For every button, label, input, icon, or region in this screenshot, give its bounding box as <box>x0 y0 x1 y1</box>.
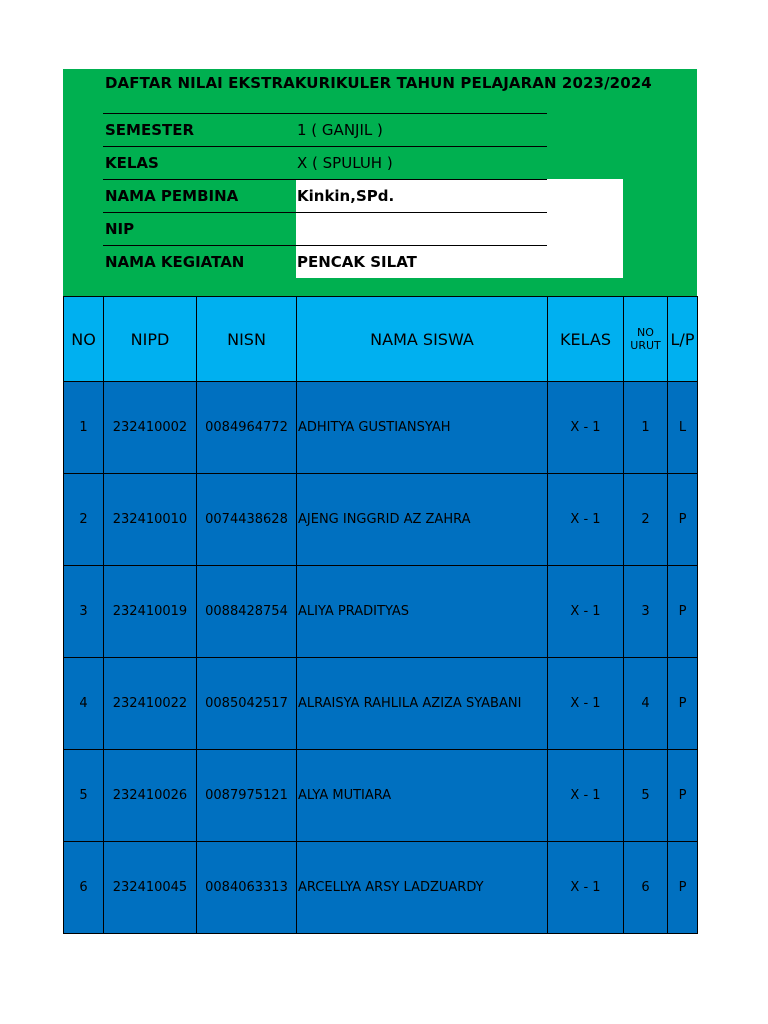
table-header-row <box>64 297 698 382</box>
pembina-value: Kinkin,SPd. <box>297 187 395 205</box>
cell-nama-siswa: AJENG INGGRID AZ ZAHRA <box>297 474 548 566</box>
cell-nisn: 0084964772 <box>197 382 297 474</box>
divider <box>103 113 547 114</box>
cell-no: 5 <box>64 750 104 842</box>
cell-lp: P <box>668 566 698 658</box>
divider <box>103 212 547 213</box>
cell-kelas: X - 1 <box>548 566 624 658</box>
cell-nama-siswa: ALIYA PRADITYAS <box>297 566 548 658</box>
divider <box>103 179 547 180</box>
cell-no: 6 <box>64 842 104 934</box>
cell-kelas: X - 1 <box>548 750 624 842</box>
cell-no-urut: 5 <box>624 750 668 842</box>
table-row <box>64 474 698 566</box>
cell-no: 1 <box>64 382 104 474</box>
kegiatan-label: NAMA KEGIATAN <box>105 253 245 271</box>
table-row <box>64 750 698 842</box>
nip-label: NIP <box>105 220 135 238</box>
cell-nipd: 232410045 <box>104 842 197 934</box>
pembina-label: NAMA PEMBINA <box>105 187 239 205</box>
cell-lp: P <box>668 474 698 566</box>
column-header-nipd: NIPD <box>104 297 197 382</box>
cell-lp: P <box>668 842 698 934</box>
column-header-nama-siswa: NAMA SISWA <box>297 297 548 382</box>
document-title: DAFTAR NILAI EKSTRAKURIKULER TAHUN PELAJARAN 2023/2024 <box>105 74 652 92</box>
semester-label: SEMESTER <box>105 121 195 139</box>
table-row <box>64 566 698 658</box>
cell-nisn: 0088428754 <box>197 566 297 658</box>
table-row <box>64 658 698 750</box>
column-header-nisn: NISN <box>197 297 297 382</box>
cell-lp: P <box>668 750 698 842</box>
cell-no: 3 <box>64 566 104 658</box>
cell-no-urut: 4 <box>624 658 668 750</box>
no-urut-line-1: NO <box>637 326 654 339</box>
kelas-label: KELAS <box>105 154 159 172</box>
cell-nisn: 0074438628 <box>197 474 297 566</box>
cell-nisn: 0084063313 <box>197 842 297 934</box>
column-header-kelas: KELAS <box>548 297 624 382</box>
cell-no: 2 <box>64 474 104 566</box>
divider <box>103 146 547 147</box>
cell-lp: L <box>668 382 698 474</box>
kegiatan-value: PENCAK SILAT <box>297 253 417 271</box>
cell-lp: P <box>668 658 698 750</box>
column-header-no: NO <box>64 297 104 382</box>
cell-nama-siswa: ADHITYA GUSTIANSYAH <box>297 382 548 474</box>
cell-kelas: X - 1 <box>548 474 624 566</box>
no-urut-line-2: URUT <box>630 339 661 352</box>
student-table <box>63 296 698 934</box>
cell-nama-siswa: ARCELLYA ARSY LADZUARDY <box>297 842 548 934</box>
column-header-lp: L/P <box>668 297 698 382</box>
kelas-value: X ( SPULUH ) <box>297 154 393 172</box>
semester-value: 1 ( GANJIL ) <box>297 121 383 139</box>
cell-no-urut: 3 <box>624 566 668 658</box>
cell-nama-siswa: ALRAISYA RAHLILA AZIZA SYABANI <box>297 658 548 750</box>
cell-nipd: 232410010 <box>104 474 197 566</box>
cell-no-urut: 2 <box>624 474 668 566</box>
table-row <box>64 842 698 934</box>
cell-no-urut: 6 <box>624 842 668 934</box>
cell-kelas: X - 1 <box>548 842 624 934</box>
cell-nipd: 232410002 <box>104 382 197 474</box>
cell-nipd: 232410022 <box>104 658 197 750</box>
cell-nisn: 0087975121 <box>197 750 297 842</box>
column-header-no-urut <box>624 297 668 382</box>
cell-no: 4 <box>64 658 104 750</box>
table-row <box>64 382 698 474</box>
divider <box>103 245 547 246</box>
cell-nama-siswa: ALYA MUTIARA <box>297 750 548 842</box>
cell-kelas: X - 1 <box>548 658 624 750</box>
cell-nisn: 0085042517 <box>197 658 297 750</box>
cell-kelas: X - 1 <box>548 382 624 474</box>
cell-nipd: 232410026 <box>104 750 197 842</box>
cell-nipd: 232410019 <box>104 566 197 658</box>
cell-no-urut: 1 <box>624 382 668 474</box>
